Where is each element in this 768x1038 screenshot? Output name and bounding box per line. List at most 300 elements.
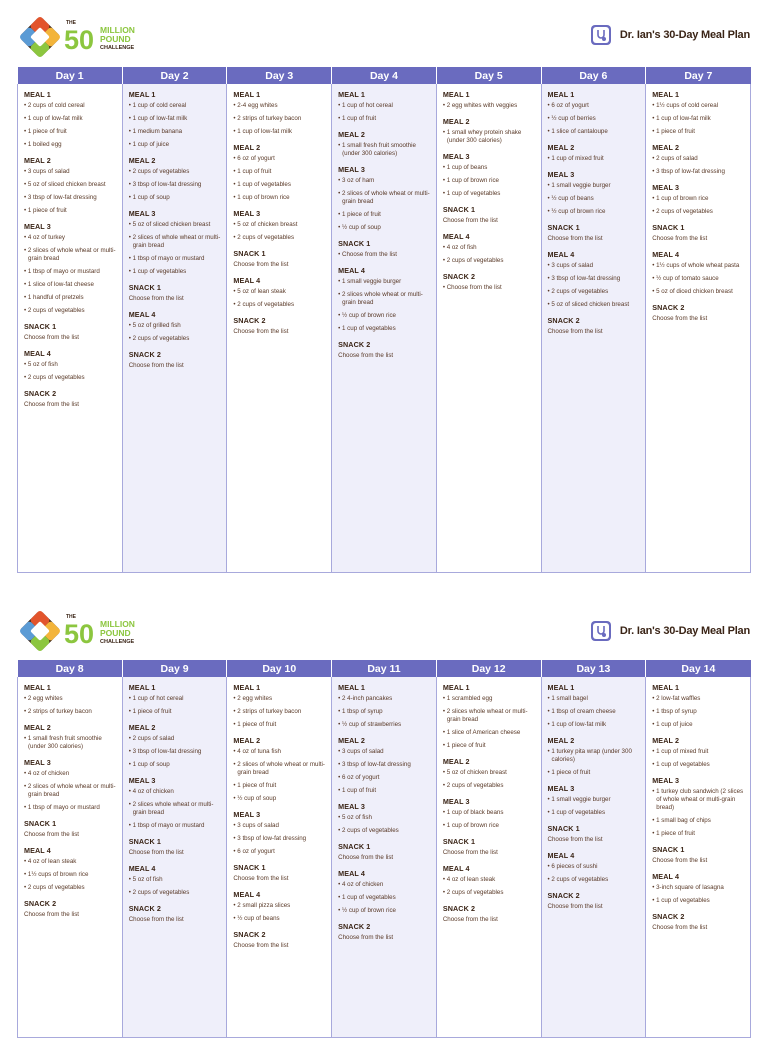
- meal-title: MEAL 3: [652, 183, 680, 192]
- meal-item: Choose from the list: [338, 934, 394, 941]
- meal-block: [652, 183, 745, 216]
- meal-block: [233, 890, 326, 923]
- meal-item: • 1 piece of fruit: [128, 708, 172, 715]
- meal-item: • 3 tbsp of low-fat dressing: [547, 275, 621, 282]
- meal-item: • 2 slices of whole wheat or multi-grain bread: [128, 234, 221, 249]
- meal-item: • 2 cups of vegetables: [233, 301, 295, 308]
- meal-item: Choose from the list: [338, 352, 394, 359]
- day-column: [646, 677, 751, 1037]
- day-header: Day 6: [541, 67, 646, 84]
- meal-item: • 2 slices of whole wheat or multi-grain bread: [24, 783, 116, 798]
- meal-item: • 5 oz of fish: [128, 876, 163, 883]
- meal-block: [443, 117, 536, 145]
- svg-text:50: 50: [64, 619, 95, 649]
- meal-item: • 1 piece of fruit: [652, 830, 695, 837]
- meal-item: • 1 turkey club sandwich (2 slices of whole wheat or multi-grain bread): [652, 788, 744, 811]
- meal-block: [652, 776, 745, 838]
- meal-item: • 6 oz of yogurt: [338, 774, 380, 781]
- svg-text:THE: THE: [66, 20, 76, 26]
- meal-item: • ½ cup of brown rice: [338, 312, 396, 319]
- meal-block: [233, 276, 326, 309]
- meal-item: • 1 slice of cantaloupe: [547, 128, 608, 135]
- meal-item: Choose from the list: [547, 903, 603, 910]
- meal-block: [129, 723, 222, 769]
- meal-block: [443, 272, 536, 292]
- meal-item: • 1 cup of soup: [128, 194, 170, 201]
- meal-item: • 1 cup of low-fat milk: [24, 115, 83, 122]
- meal-item: • 1 cup of vegetables: [547, 809, 606, 816]
- meal-item: • 5 oz of sliced chicken breast: [547, 301, 630, 308]
- page-header: [0, 598, 768, 664]
- meal-title: MEAL 4: [442, 864, 470, 873]
- meal-block: [548, 784, 641, 817]
- meal-item: • 4 oz of lean steak: [442, 876, 496, 883]
- meal-item: • 2 egg whites: [233, 695, 273, 702]
- meal-title: SNACK 1: [128, 837, 161, 846]
- meal-item: • 1 slice of American cheese: [442, 729, 521, 736]
- meal-item: • 1 cup of brown rice: [442, 177, 499, 184]
- day-column: [122, 677, 227, 1037]
- meal-title: MEAL 3: [652, 776, 680, 785]
- meal-title: SNACK 2: [24, 899, 57, 908]
- meal-title: MEAL 2: [652, 736, 680, 745]
- day-header: Day 4: [332, 67, 437, 84]
- medical-badge-icon: [590, 620, 612, 642]
- meal-title: MEAL 4: [128, 310, 156, 319]
- meal-item: • 1 cup of cold cereal: [128, 102, 187, 109]
- meal-block: [233, 209, 326, 242]
- meal-block: [129, 864, 222, 897]
- meal-block: [548, 90, 641, 136]
- meal-block: [548, 736, 641, 777]
- meal-item: • 1 small bag of chips: [652, 817, 711, 824]
- meal-title: MEAL 1: [338, 90, 365, 99]
- meal-item: • 2 cups of cold cereal: [24, 102, 85, 109]
- meal-title: MEAL 4: [128, 864, 156, 873]
- day-column: [18, 84, 123, 572]
- meal-title: MEAL 4: [442, 232, 470, 241]
- day-header: Day 12: [436, 660, 541, 677]
- day-header: Day 8: [18, 660, 123, 677]
- svg-text:50: 50: [64, 25, 95, 55]
- meal-title: MEAL 3: [24, 758, 51, 767]
- meal-title: MEAL 1: [128, 683, 156, 692]
- meal-title: MEAL 4: [652, 872, 680, 881]
- svg-text:CHALLENGE: CHALLENGE: [100, 45, 135, 51]
- meal-block: [443, 232, 536, 265]
- meal-item: • 1 small veggie burger: [338, 278, 402, 285]
- meal-item: • 1 small fresh fruit smoothie (under 300 calories): [338, 142, 416, 157]
- meal-item: • ½ cup of strawberries: [338, 721, 402, 728]
- meal-block: [652, 90, 745, 136]
- meal-title: SNACK 2: [128, 350, 161, 359]
- meal-title: MEAL 1: [233, 90, 261, 99]
- meal-item: Choose from the list: [652, 315, 708, 322]
- meal-item: • 6 pieces of sushi: [547, 863, 598, 870]
- meal-item: • 1 cup of fruit: [233, 168, 272, 175]
- meal-item: • 2-4 egg whites: [233, 102, 278, 109]
- meal-item: • 3 tbsp of low-fat dressing: [128, 748, 202, 755]
- meal-item: Choose from the list: [24, 831, 80, 838]
- meal-title: SNACK 1: [547, 223, 580, 232]
- day-header: Day 9: [122, 660, 227, 677]
- meal-item: • Choose from the list: [338, 251, 398, 258]
- meal-item: • 1 cup of soup: [128, 761, 170, 768]
- meal-item: • 2 cups of vegetables: [652, 208, 713, 215]
- meal-item: • 1 tbsp of cream cheese: [547, 708, 616, 715]
- meal-item: • 2 cups of vegetables: [442, 782, 504, 789]
- day-column: [436, 84, 541, 572]
- svg-text:POUND: POUND: [100, 34, 131, 44]
- meal-block: [443, 683, 536, 750]
- meal-title: MEAL 1: [338, 683, 365, 692]
- meal-block: [338, 130, 431, 158]
- meal-item: • 1 cup of mixed fruit: [652, 748, 709, 755]
- meal-title: SNACK 2: [547, 891, 580, 900]
- meal-title: MEAL 2: [24, 156, 51, 165]
- meal-item: • 1 piece of fruit: [442, 742, 486, 749]
- meal-item: • 6 oz of yogurt: [547, 102, 589, 109]
- svg-text:MILLION: MILLION: [100, 619, 135, 629]
- meal-item: • 1 cup of fruit: [338, 115, 377, 122]
- meal-item: • 3-inch square of lasagna: [652, 884, 724, 891]
- meal-item: Choose from the list: [442, 849, 498, 856]
- meal-item: • ½ cup of soup: [233, 795, 277, 802]
- meal-title: SNACK 1: [442, 837, 476, 846]
- meal-item: • ½ cup of brown rice: [338, 907, 396, 914]
- meal-item: • 1 cup of vegetables: [338, 894, 396, 901]
- meal-item: • 2 cups of vegetables: [24, 374, 85, 381]
- meal-block: [443, 837, 536, 857]
- meal-item: • 1 cup of vegetables: [442, 190, 501, 197]
- day-header: Day 10: [227, 660, 332, 677]
- meal-item: • 4 oz of lean steak: [24, 858, 77, 865]
- meal-item: • 3 cups of salad: [233, 822, 279, 829]
- meal-item: • ½ cup of beans: [547, 195, 594, 202]
- meal-block: [338, 165, 431, 232]
- meal-item: Choose from the list: [652, 857, 708, 864]
- meal-title: MEAL 4: [547, 851, 575, 860]
- meal-item: • 1 piece of fruit: [547, 769, 591, 776]
- meal-block: [129, 904, 222, 924]
- meal-item: • 1 medium banana: [128, 128, 183, 135]
- meal-block: [443, 904, 536, 924]
- day-column: [332, 677, 437, 1037]
- meal-title: MEAL 2: [442, 117, 470, 126]
- meal-block: [548, 891, 641, 911]
- meal-block: [233, 810, 326, 856]
- meal-item: • 1 cup of low-fat milk: [233, 128, 292, 135]
- meal-item: • 2 cups of vegetables: [338, 827, 399, 834]
- meal-block: [443, 205, 536, 225]
- meal-item: • 2 cups of vegetables: [24, 884, 85, 891]
- meal-item: Choose from the list: [24, 334, 80, 341]
- meal-item: • ½ cup of soup: [338, 224, 381, 231]
- meal-item: • 1 piece of fruit: [338, 211, 381, 218]
- day-column: [436, 677, 541, 1037]
- meal-title: SNACK 2: [652, 303, 685, 312]
- meal-title: SNACK 1: [652, 845, 685, 854]
- meal-item: • 2 strips of turkey bacon: [233, 708, 302, 715]
- meal-title: MEAL 1: [24, 90, 51, 99]
- meal-block: [24, 389, 117, 409]
- meal-item: • 3 cups of salad: [24, 168, 70, 175]
- meal-title: MEAL 3: [128, 776, 156, 785]
- meal-item: • 2 slices of whole wheat or multi-grain bread: [338, 190, 430, 205]
- meal-block: [129, 310, 222, 343]
- meal-item: • 1 piece of fruit: [233, 721, 277, 728]
- meal-item: • 1 cup of vegetables: [338, 325, 396, 332]
- meal-title: SNACK 1: [233, 863, 266, 872]
- meal-title: MEAL 2: [128, 156, 156, 165]
- meal-item: • 3 tbsp of low-fat dressing: [233, 835, 307, 842]
- meal-item: Choose from the list: [233, 261, 289, 268]
- meal-title: SNACK 2: [233, 930, 266, 939]
- meal-title: SNACK 1: [128, 283, 161, 292]
- meal-block: [233, 316, 326, 336]
- meal-item: • 1 cup of vegetables: [652, 897, 710, 904]
- meal-item: Choose from the list: [233, 875, 289, 882]
- meal-block: [24, 758, 117, 812]
- meal-block: [233, 863, 326, 883]
- meal-item: • 1 piece of fruit: [24, 128, 67, 135]
- meal-item: • 1 small bagel: [547, 695, 588, 702]
- meal-item: • 1 cup of low-fat milk: [652, 115, 711, 122]
- meal-title: MEAL 4: [338, 266, 365, 275]
- meal-block: [338, 239, 431, 259]
- meal-block: [129, 776, 222, 830]
- meal-block: [548, 170, 641, 216]
- meal-block: [652, 143, 745, 176]
- meal-block: [129, 350, 222, 370]
- meal-title: MEAL 4: [233, 276, 261, 285]
- meal-title: MEAL 3: [233, 209, 261, 218]
- meal-item: Choose from the list: [652, 924, 708, 931]
- meal-title: MEAL 2: [442, 757, 470, 766]
- meal-item: • 5 oz of grilled fish: [128, 322, 181, 329]
- meal-item: • 4 oz of tuna fish: [233, 748, 281, 755]
- meal-title: MEAL 1: [442, 90, 470, 99]
- meal-item: • 5 oz of sliced chicken breast: [128, 221, 211, 228]
- meal-title: MEAL 2: [24, 723, 51, 732]
- meal-item: • 2 cups of vegetables: [128, 889, 190, 896]
- day-column: [646, 84, 751, 572]
- meal-item: Choose from the list: [338, 854, 394, 861]
- meal-item: • 2 egg whites: [24, 695, 63, 702]
- meal-item: • 1 cup of black beans: [442, 809, 504, 816]
- meal-item: • 1 turkey pita wrap (under 300 calories): [547, 748, 632, 763]
- meal-item: • 1 handful of pretzels: [24, 294, 84, 301]
- day-column: [541, 84, 646, 572]
- meal-title: MEAL 3: [547, 784, 575, 793]
- meal-plan-table: [17, 660, 751, 1038]
- meal-item: • 5 oz of sliced chicken breast: [24, 181, 106, 188]
- meal-item: • 1 cup of juice: [652, 721, 693, 728]
- meal-block: [338, 266, 431, 333]
- day-column: [18, 677, 123, 1037]
- meal-item: • 3 cups of salad: [547, 262, 594, 269]
- meal-block: [652, 736, 745, 769]
- meal-block: [24, 683, 117, 716]
- meal-item: • 1½ cups of cold cereal: [652, 102, 719, 109]
- meal-item: • 1 slice of low-fat cheese: [24, 281, 94, 288]
- meal-title: MEAL 2: [233, 143, 261, 152]
- meal-item: • 1 boiled egg: [24, 141, 62, 148]
- meal-block: [652, 303, 745, 323]
- meal-block: [24, 156, 117, 215]
- meal-item: Choose from the list: [442, 217, 498, 224]
- meal-item: • 1 scrambled egg: [442, 695, 493, 702]
- meal-block: [24, 322, 117, 342]
- meal-block: [338, 869, 431, 915]
- meal-item: • 5 oz of fish: [24, 361, 58, 368]
- meal-block: [338, 922, 431, 942]
- meal-item: Choose from the list: [442, 916, 498, 923]
- meal-item: • 2 cups of salad: [128, 735, 175, 742]
- meal-title: SNACK 1: [652, 223, 685, 232]
- meal-title: SNACK 1: [547, 824, 580, 833]
- meal-item: • 1 cup of low-fat milk: [547, 721, 607, 728]
- meal-title: SNACK 1: [338, 239, 371, 248]
- meal-block: [233, 736, 326, 803]
- meal-item: • ½ cup of brown rice: [547, 208, 606, 215]
- meal-title: MEAL 2: [338, 736, 365, 745]
- meal-block: [548, 143, 641, 163]
- meal-block: [548, 316, 641, 336]
- meal-title: MEAL 3: [338, 165, 365, 174]
- meal-item: • 3 tbsp of low-fat dressing: [24, 194, 97, 201]
- meal-block: [129, 90, 222, 149]
- meal-title: SNACK 2: [128, 904, 161, 913]
- meal-title: MEAL 3: [24, 222, 51, 231]
- meal-block: [548, 683, 641, 729]
- meal-item: • 2 slices of whole wheat or multi-grain bread: [233, 761, 325, 776]
- meal-item: • 1 cup of brown rice: [442, 822, 499, 829]
- meal-item: • 2 cups of vegetables: [547, 288, 609, 295]
- meal-title: MEAL 2: [128, 723, 156, 732]
- meal-item: Choose from the list: [547, 836, 603, 843]
- meal-item: • 1 cup of mixed fruit: [547, 155, 604, 162]
- meal-item: Choose from the list: [128, 295, 184, 302]
- meal-block: [129, 683, 222, 716]
- meal-block: [24, 819, 117, 839]
- meal-item: • 2 cups of vegetables: [233, 234, 295, 241]
- meal-block: [24, 899, 117, 919]
- meal-block: [652, 683, 745, 729]
- meal-item: • 4 oz of fish: [442, 244, 477, 251]
- meal-block: [443, 90, 536, 110]
- meal-title: MEAL 2: [652, 143, 680, 152]
- meal-item: • 1 cup of juice: [128, 141, 170, 148]
- meal-item: • ½ cup of beans: [233, 915, 280, 922]
- meal-item: • 1 cup of low-fat milk: [128, 115, 188, 122]
- meal-item: • 1 cup of fruit: [338, 787, 377, 794]
- meal-title: SNACK 1: [338, 842, 371, 851]
- meal-title: MEAL 3: [338, 802, 365, 811]
- meal-item: • 1 piece of fruit: [233, 782, 277, 789]
- meal-title: MEAL 3: [547, 170, 575, 179]
- meal-item: • 5 oz of chicken breast: [442, 769, 507, 776]
- meal-item: • 1 cup of brown rice: [652, 195, 709, 202]
- meal-item: • 4 oz of chicken: [24, 770, 70, 777]
- meal-block: [338, 683, 431, 729]
- meal-block: [338, 842, 431, 862]
- meal-title: MEAL 2: [547, 143, 575, 152]
- meal-item: • 2 slices whole wheat or multi-grain bread: [128, 801, 214, 816]
- meal-block: [548, 250, 641, 309]
- meal-title: MEAL 1: [652, 90, 680, 99]
- svg-text:POUND: POUND: [100, 628, 131, 638]
- meal-item: • 1 tbsp of mayo or mustard: [128, 822, 205, 829]
- meal-item: • 2 cups of vegetables: [128, 335, 190, 342]
- meal-block: [129, 209, 222, 276]
- meal-item: • 1 small fresh fruit smoothie (under 300 calories): [24, 735, 102, 750]
- meal-item: • 5 oz of chicken breast: [233, 221, 298, 228]
- meal-title: MEAL 1: [24, 683, 51, 692]
- meal-item: Choose from the list: [233, 942, 289, 949]
- meal-item: • 5 oz of lean steak: [233, 288, 286, 295]
- meal-title: MEAL 1: [233, 683, 261, 692]
- meal-block: [443, 152, 536, 198]
- meal-item: • 1 tbsp of syrup: [338, 708, 383, 715]
- meal-title: MEAL 1: [547, 683, 575, 692]
- meal-item: • 2 small pizza slices: [233, 902, 291, 909]
- meal-block: [233, 930, 326, 950]
- meal-block: [652, 845, 745, 865]
- meal-block: [24, 90, 117, 149]
- meal-title: SNACK 1: [24, 819, 57, 828]
- meal-item: Choose from the list: [652, 235, 708, 242]
- meal-block: [652, 872, 745, 905]
- meal-item: • 2 slices whole wheat or multi-grain bread: [338, 291, 423, 306]
- day-header: Day 1: [18, 67, 123, 84]
- meal-item: • 3 cups of salad: [338, 748, 384, 755]
- meal-title: SNACK 2: [24, 389, 57, 398]
- meal-title: MEAL 1: [442, 683, 470, 692]
- svg-text:THE: THE: [66, 614, 76, 620]
- meal-title: MEAL 3: [233, 810, 261, 819]
- meal-item: • 2 strips of turkey bacon: [233, 115, 302, 122]
- meal-title: MEAL 2: [338, 130, 365, 139]
- meal-block: [443, 797, 536, 830]
- meal-item: • 6 oz of yogurt: [233, 155, 275, 162]
- page-header: [0, 0, 768, 66]
- meal-title: SNACK 1: [442, 205, 476, 214]
- meal-block: [338, 802, 431, 835]
- meal-item: • 2 slices whole wheat or multi-grain bread: [442, 708, 528, 723]
- day-column: [122, 84, 227, 572]
- meal-block: [652, 250, 745, 296]
- day-header: Day 14: [646, 660, 751, 677]
- meal-item: Choose from the list: [547, 328, 603, 335]
- meal-item: • 2 cups of vegetables: [442, 889, 504, 896]
- meal-title: MEAL 4: [547, 250, 575, 259]
- svg-text:CHALLENGE: CHALLENGE: [100, 639, 135, 645]
- medical-badge-icon: [590, 24, 612, 46]
- meal-item: • Choose from the list: [442, 284, 502, 291]
- meal-item: • 1 cup of hot cereal: [338, 102, 393, 109]
- meal-item: • 1 small whey protein shake (under 300 calories): [442, 129, 522, 144]
- meal-item: • 1 cup of beans: [442, 164, 488, 171]
- meal-item: • 1½ cups of whole wheat pasta: [652, 262, 740, 269]
- meal-item: • 3 tbsp of low-fat dressing: [338, 761, 411, 768]
- million-pound-challenge-logo: [18, 608, 158, 654]
- day-column: [332, 84, 437, 572]
- meal-item: • 2 strips of turkey bacon: [24, 708, 92, 715]
- meal-block: [443, 757, 536, 790]
- meal-block: [652, 912, 745, 932]
- day-header: Day 7: [646, 67, 751, 84]
